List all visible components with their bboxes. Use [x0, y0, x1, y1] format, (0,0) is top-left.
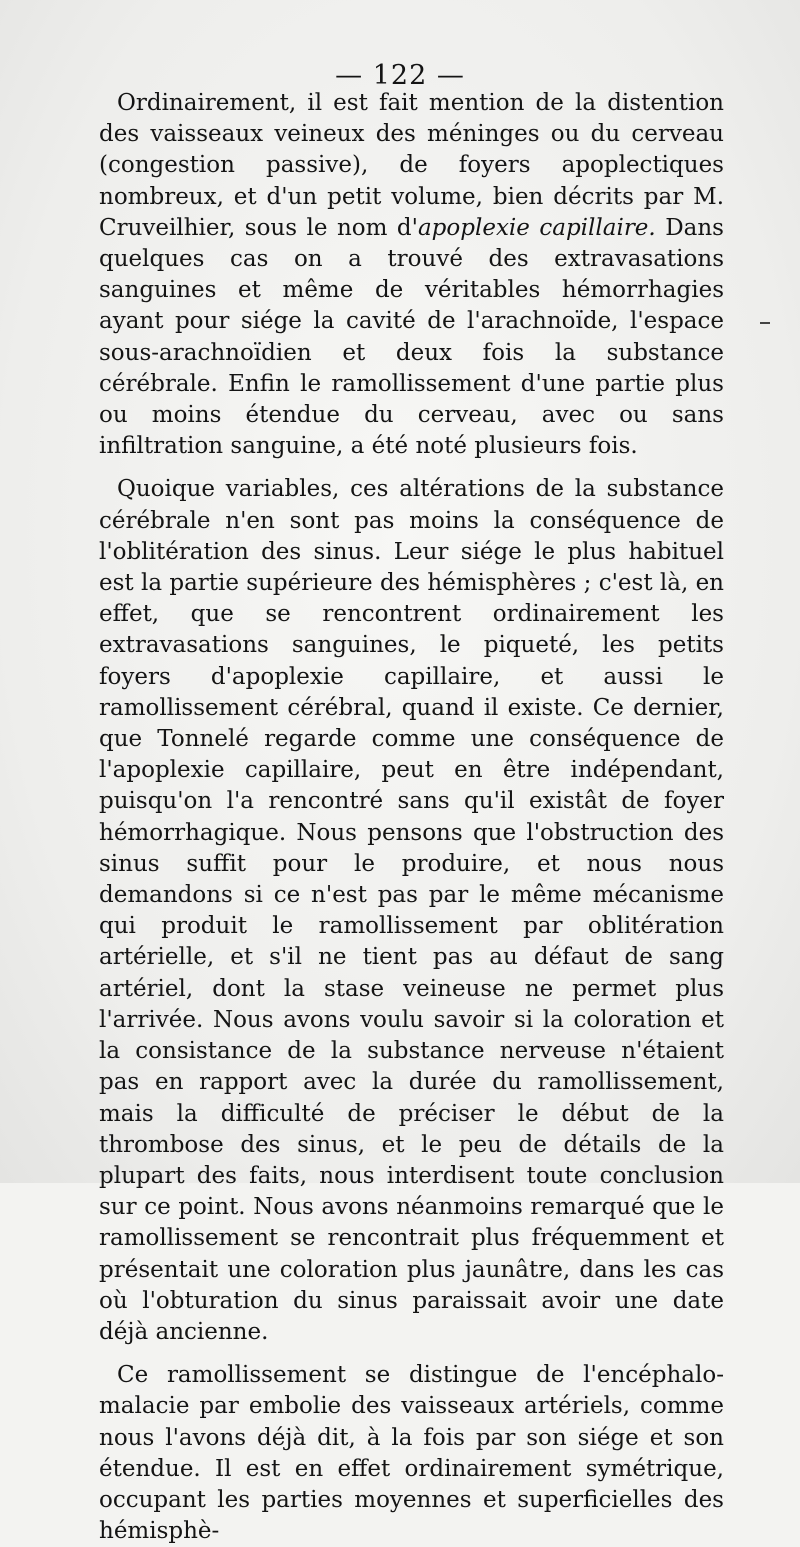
italic-term: apoplexie capillaire. — [417, 214, 656, 241]
margin-mark — [760, 322, 770, 324]
page-number: — 122 — — [335, 60, 465, 91]
paragraph-1-text-b: Dans quelques cas on a trouvé des extravasations sanguines et même de véritables hémorrhagies ayant pour siége la cavité de l'arachnoïde, l'espace sous-arachnoïdien et deux fois la substance cérébrale. Enfin le ramollissement d'une partie plus ou moins étendue du cerveau, avec ou sans infiltration sanguine, a été noté plusieurs fois. — [99, 214, 724, 460]
paragraph-1-text-a: Ordinairement, il est fait mention de la distention des vaisseaux veineux des méninges ou du cerveau (congestion passive), de foyers apoplectiques nombreux, et d'un petit volume, bien décrits par M. Cruveilhier, sous le nom d' — [99, 90, 724, 241]
paragraph-2: Quoique variables, ces altérations de la substance cérébrale n'en sont pas moins la conséquence de l'oblitération des sinus. Leur siége le plus habituel est la partie supérieure des hémisphères ; c'est là, en effet, que se rencontrent ordinairement les extravasations sanguines, le piqueté, les petits foyers d'apoplexie capillaire, et aussi le ramollissement cérébral, quand il existe. Ce dernier, que Tonnelé regarde comme une conséquence de l'apoplexie capillaire, peut en être indépendant, puisqu'on l'a rencontré sans qu'il existât de foyer hémorrhagique. Nous pensons que l'obstruction des sinus suffit pour le produire, et nous nous demandons si ce n'est pas par le même mécanisme qui produit le ramollissement par oblitération artérielle, et s'il ne tient pas au défaut de sang artériel, dont la stase veineuse ne permet plus l'arrivée. Nous avons voulu savoir si la coloration et la consistance de la substance nerveuse n'étaient pas en rapport avec la durée du ramollissement, mais la difficulté de préciser le début de la thrombose des sinus, et le peu de détails de la plupart des faits, nous interdisent toute conclusion sur ce point. Nous avons néanmoins remarqué que le ramollissement se rencontrait plus fréquemment et présentait une coloration plus jaunâtre, dans les cas où l'obturation du sinus paraissait avoir une date déjà ancienne. — [99, 476, 724, 1345]
paragraph-1 — [99, 88, 724, 462]
paragraph-3: Ce ramollissement se distingue de l'encéphalo-malacie par embolie des vaisseaux artériels, comme nous l'avons déjà dit, à la fois par son siége et son étendue. Il est en effet ordinairement symétrique, occupant les parties moyennes et superficielles des hémisphè- — [99, 1362, 724, 1545]
body-text — [99, 88, 724, 1547]
